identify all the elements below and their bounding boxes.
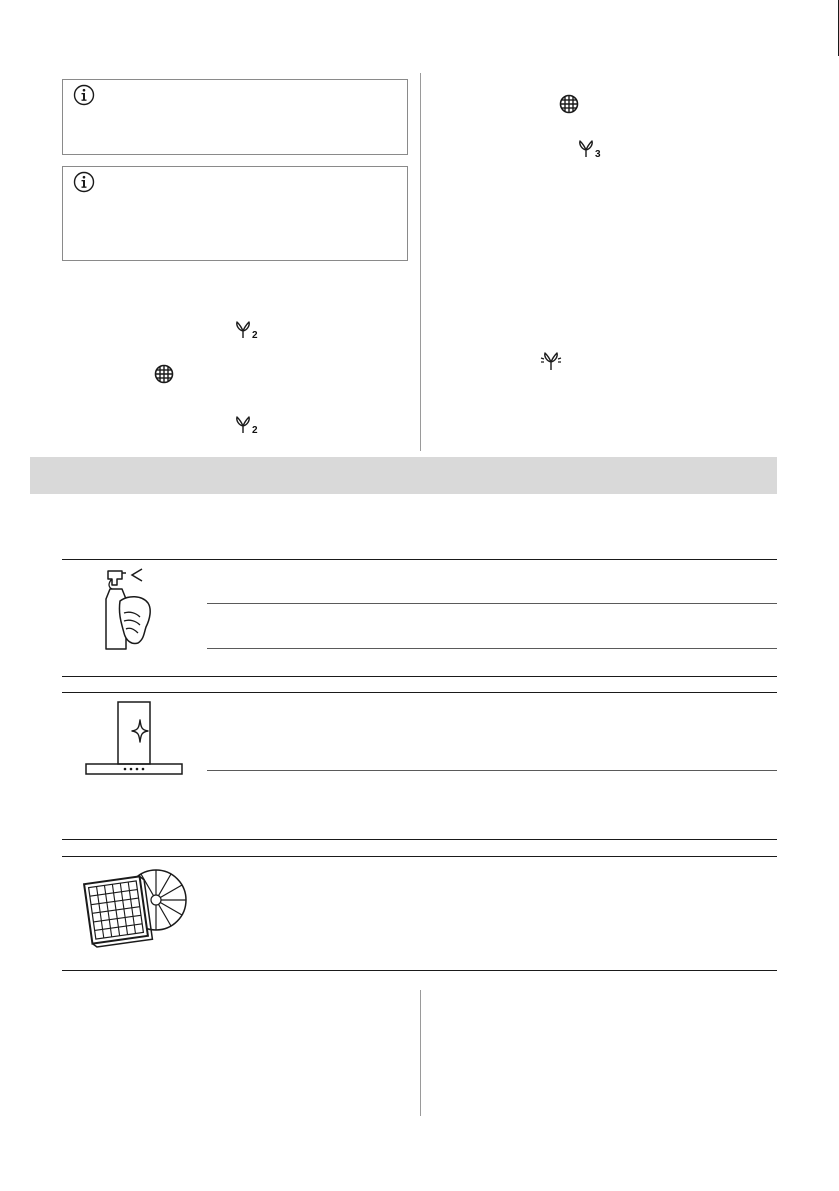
table-inner-rule: [207, 603, 777, 604]
fan-speed-icon: [575, 137, 597, 159]
fan-speed-icon: [232, 413, 254, 435]
table-top-rule: [62, 559, 777, 560]
spray-and-cloth-illustration: [98, 563, 162, 653]
section-heading-band: [30, 457, 777, 494]
fan-level-label: 2: [252, 425, 258, 436]
column-divider-top: [420, 73, 421, 451]
hood-clean-illustration: [84, 700, 184, 780]
fan-boost-icon: [539, 350, 561, 372]
table-bottom-rule: [62, 970, 777, 971]
table-inner-rule: [207, 648, 777, 649]
info-icon: [73, 171, 95, 193]
column-divider-bottom: [420, 990, 421, 1116]
info-icon: [73, 84, 95, 106]
info-note-1: [62, 79, 408, 155]
grease-filter-icon: [153, 363, 175, 385]
table-inner-rule: [207, 770, 777, 771]
table-row-rule: [62, 692, 777, 693]
fan-level-label: 2: [252, 330, 258, 341]
grease-filter-icon: [558, 93, 580, 115]
fan-speed-icon: [232, 318, 254, 340]
fan-level-label: 3: [595, 149, 601, 160]
table-row-rule: [62, 676, 777, 677]
filter-illustration: [80, 862, 190, 952]
table-row-rule: [62, 839, 777, 840]
info-note-2: [62, 166, 408, 261]
table-row-rule: [62, 856, 777, 857]
